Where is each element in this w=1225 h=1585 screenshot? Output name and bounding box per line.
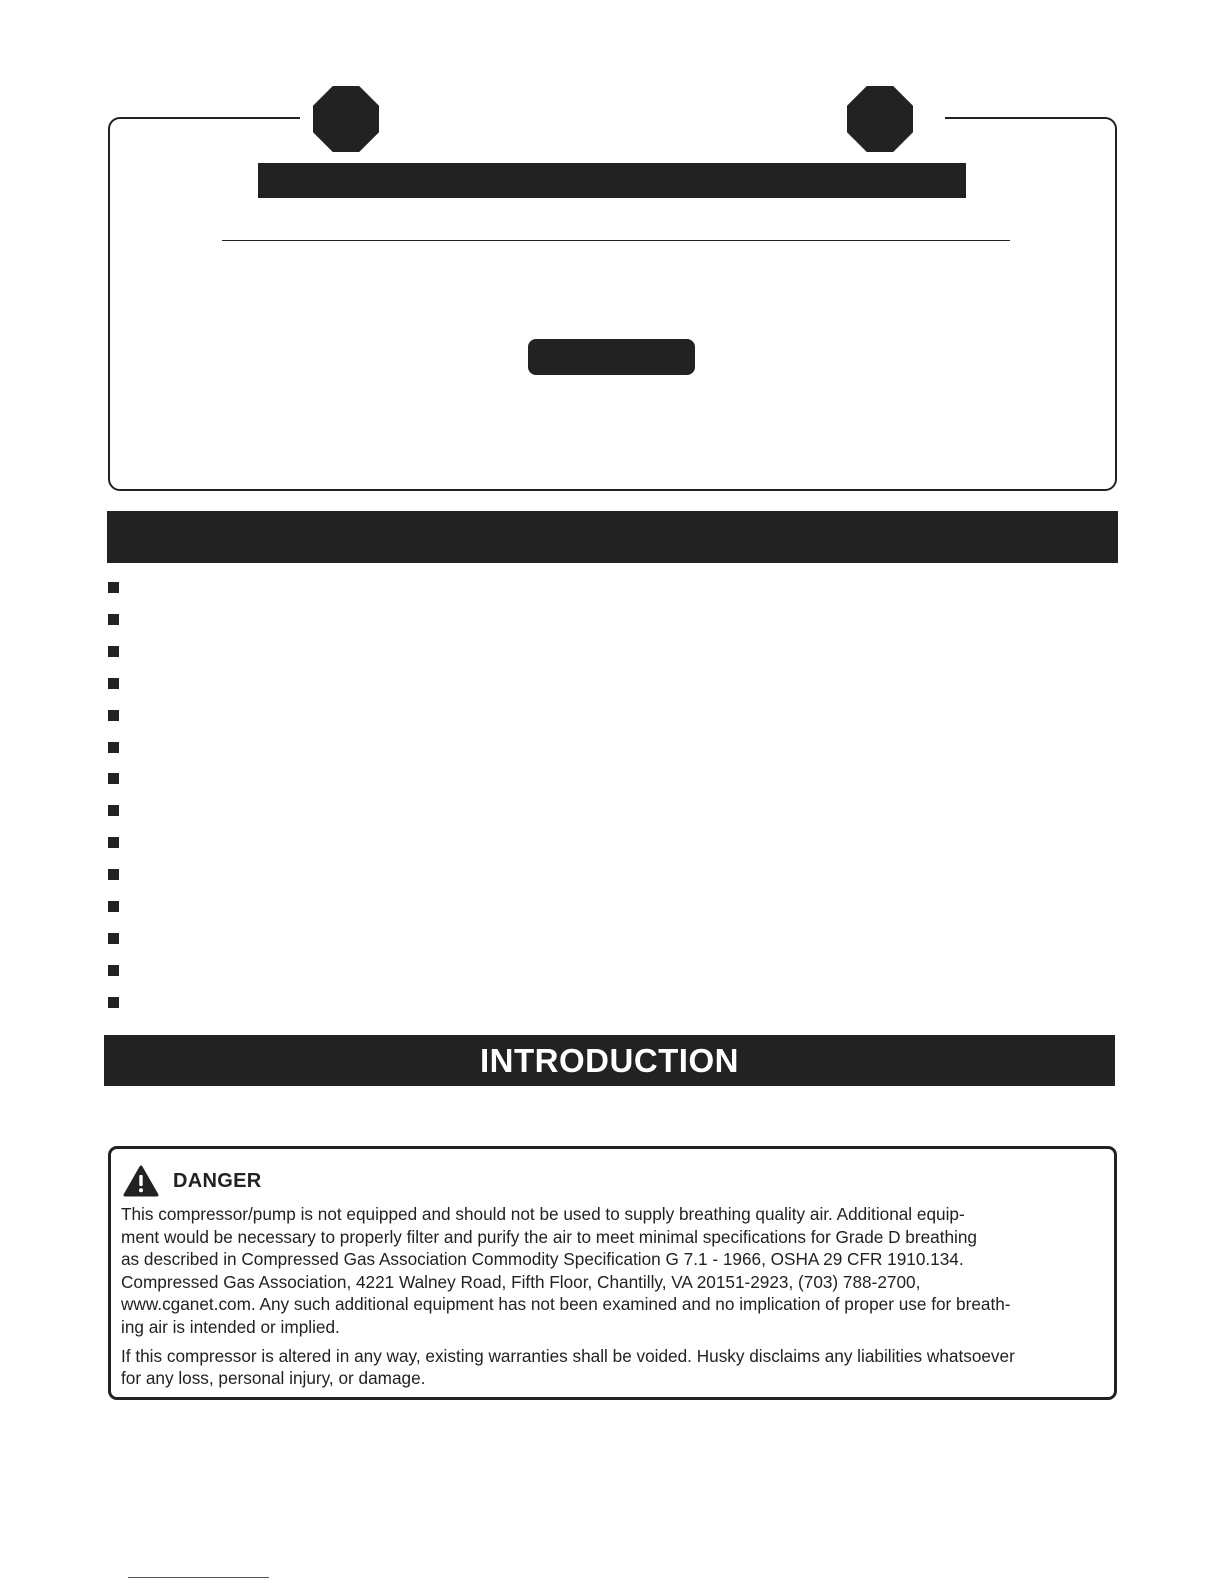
danger-line: Compressed Gas Association, 4221 Walney Road, Fifth Floor, Chantilly, VA 20151-2923, (703) 788-2700, <box>121 1271 921 1292</box>
danger-line: ing air is intended or implied. <box>121 1316 340 1337</box>
introduction-heading: INTRODUCTION <box>104 1035 1115 1086</box>
danger-line: This compressor/pump is not equipped and should not be used to supply breathing quality air. Additional equip- <box>121 1204 965 1224</box>
notice-title-bar <box>258 163 966 198</box>
danger-title: DANGER <box>173 1169 262 1192</box>
danger-line: If this compressor is altered in any way, existing warranties shall be voided. Husky disclaims any liabilities whatsoever <box>121 1345 1015 1366</box>
warning-triangle-icon <box>123 1165 159 1197</box>
bullet-square <box>108 582 119 593</box>
bullet-square <box>108 901 119 912</box>
stop-sign-icon <box>847 86 913 152</box>
danger-line: for any loss, personal injury, or damage. <box>121 1368 426 1389</box>
bullet-square <box>108 646 119 657</box>
footer-link-underline <box>128 1577 269 1578</box>
bullet-square <box>108 805 119 816</box>
bullet-square <box>108 614 119 625</box>
section-header-bar <box>107 511 1118 563</box>
bullet-square <box>108 869 119 880</box>
bullet-square <box>108 742 119 753</box>
notice-divider <box>222 240 1010 241</box>
danger-line: www.cganet.com. Any such additional equipment has not been examined and no implication of proper use for breath- <box>121 1294 1011 1315</box>
bullet-square <box>108 837 119 848</box>
notice-badge <box>528 339 695 375</box>
bullet-square <box>108 773 119 784</box>
danger-box <box>108 1146 1117 1400</box>
bullet-square <box>108 678 119 689</box>
danger-paragraph-2 <box>121 1345 1104 1390</box>
bullet-square <box>108 710 119 721</box>
danger-paragraph-1 <box>121 1203 1104 1339</box>
danger-line: as described in Compressed Gas Association Commodity Specification G 7.1 - 1966, OSHA 29 CFR 1910.134. <box>121 1249 964 1270</box>
bullet-square <box>108 933 119 944</box>
bullet-square <box>108 965 119 976</box>
danger-line: ment would be necessary to properly filter and purify the air to meet minimal specifications for Grade D breathing <box>121 1226 977 1247</box>
bullet-square <box>108 997 119 1008</box>
danger-header <box>121 1163 1104 1199</box>
